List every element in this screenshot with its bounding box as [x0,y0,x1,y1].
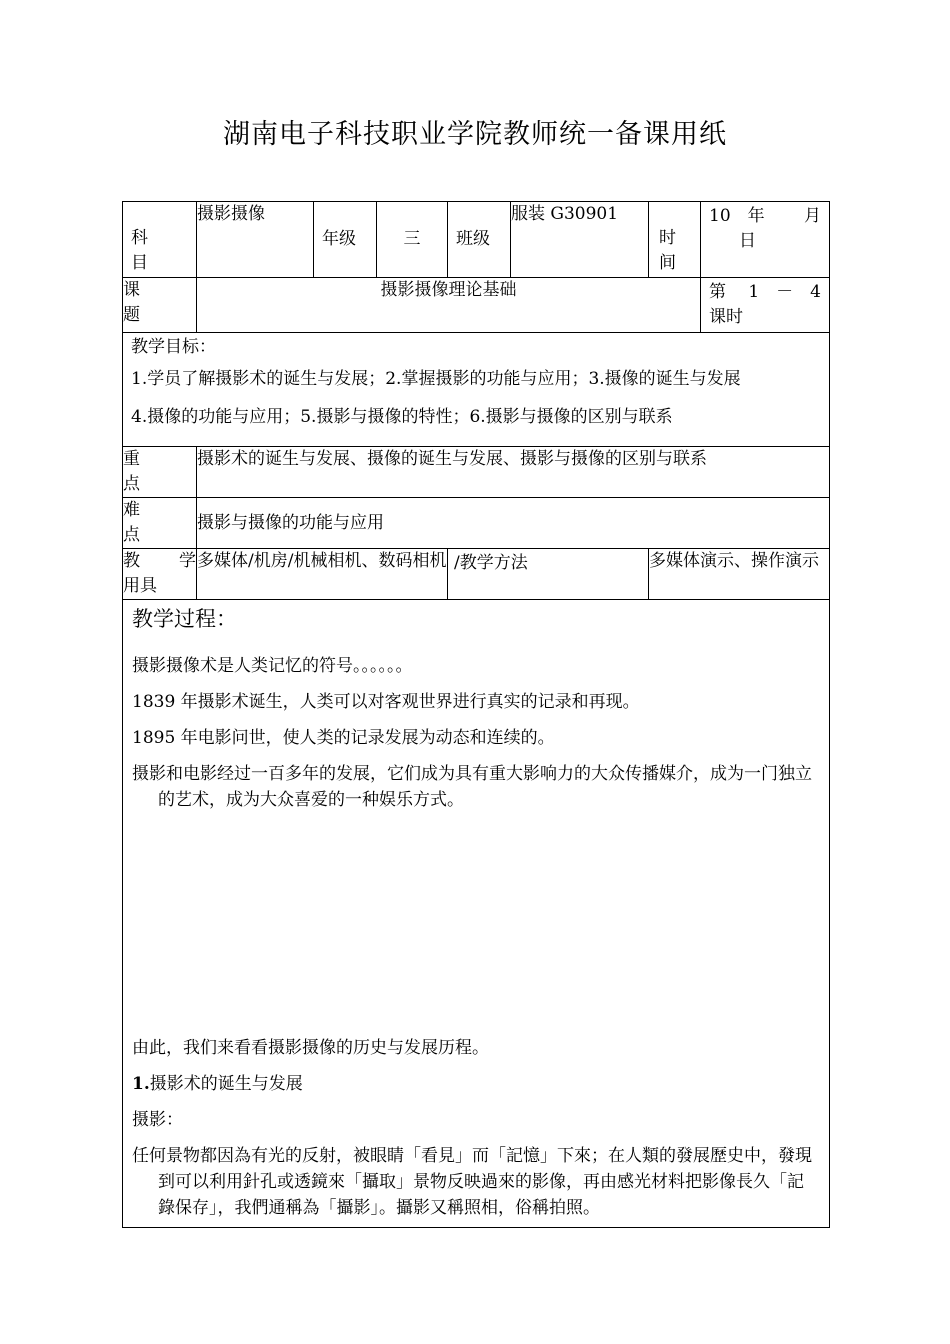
key-points-label-1: 重 [123,449,140,469]
process-paragraph-3: 1895 年电影问世，使人类的记录发展为动态和连续的。 [132,728,555,748]
objectives-heading: 教学目标： [131,337,216,357]
process-cell [123,600,830,1228]
date-month: 月 [804,206,821,226]
section-1-number: 1. [132,1074,150,1094]
difficulties-row [123,498,830,549]
page-title: 湖南电子科技职业学院教师统一备课用纸 [223,119,727,150]
class-value: 服装 G30901 [511,202,649,278]
key-points-label-2: 点 [123,474,140,494]
topic-value: 摄影摄像理论基础 [197,278,701,333]
tools-label-cell [123,549,197,600]
process-paragraph-4: 摄影和电影经过一百多年的发展，它们成为具有重大影响力的大众传播媒介，成为一门独立的艺术，成为大众喜爱的一种娱乐方式。 [132,764,812,810]
objectives-cell [123,333,830,447]
difficulties-label-cell [123,498,197,549]
class-label-cell [448,202,511,278]
subject-label-cell [123,202,197,278]
process-paragraph-6: 摄影： [132,1110,183,1130]
difficulties-label-2: 点 [123,525,140,545]
tools-label-1b: 学 [179,551,196,571]
tools-label-1a: 教 [123,551,140,571]
process-heading: 教学过程： [132,607,237,631]
topic-label-1: 课 [123,280,140,300]
subject-value: 摄影摄像 [197,202,314,278]
tools-value: 多媒体/机房/机械相机、数码相机 [197,549,448,600]
period-label-2: 课时 [709,307,743,327]
date-cell [701,202,830,278]
subject-label-2: 目 [131,253,148,273]
difficulties-label-1: 难 [123,500,140,520]
header-row [123,202,830,278]
grade-label: 年级 [322,228,356,249]
time-label-1: 时 [659,228,676,248]
key-points-value: 摄影术的诞生与发展、摄像的诞生与发展、摄影与摄像的区别与联系 [197,447,830,498]
section-1-heading [132,1071,820,1097]
method-label: /教学方法 [448,549,649,600]
key-points-label-cell [123,447,197,498]
method-value: 多媒体演示、操作演示 [649,549,830,600]
process-paragraph-5: 由此，我们来看看摄影摄像的历史与发展历程。 [132,1038,489,1058]
objectives-line-2: 4.摄像的功能与应用；5.摄影与摄像的特性；6.摄影与摄像的区别与联系 [131,407,673,427]
class-label: 班级 [456,228,490,249]
section-1-title: 摄影术的诞生与发展 [149,1074,303,1094]
objectives-row [123,333,830,447]
period-label-1: 第 [709,282,726,302]
grade-value-cell [377,202,448,278]
date-day: 日 [739,231,756,251]
key-points-row [123,447,830,498]
grade-label-cell [314,202,377,278]
time-label-2: 间 [659,253,676,273]
difficulties-value: 摄影与摄像的功能与应用 [197,498,830,549]
period-range: 1 － 4 [748,282,821,302]
objectives-line-1: 1.学员了解摄影术的诞生与发展；2.掌握摄影的功能与应用；3.摄像的诞生与发展 [131,369,741,389]
date-year: 10 年 [709,206,765,226]
tools-label-2: 用具 [123,576,157,596]
process-row [123,600,830,1228]
process-paragraph-2: 1839 年摄影术诞生，人类可以对客观世界进行真实的记录和再现。 [132,692,640,712]
process-paragraph-7: 任何景物都因為有光的反射，被眼睛「看見」而「記憶」下來；在人類的發展歷史中，發現到可以利用針孔或透鏡來「攝取」景物反映過來的影像，再由感光材料把影像長久「記錄保存」，我們通稱為「攝影」。攝影又稱照相，俗稱拍照。 [132,1146,812,1218]
lesson-plan-table [122,201,830,1228]
tools-row [123,549,830,600]
process-paragraph-1: 摄影摄像术是人类记忆的符号。。。。。。 [132,656,413,676]
period-cell [701,278,830,333]
subject-label-1: 科 [131,228,148,248]
topic-label-2: 题 [123,305,140,325]
topic-row [123,278,830,333]
topic-label-cell [123,278,197,333]
time-label-cell [649,202,701,278]
grade-value: 三 [403,228,421,249]
